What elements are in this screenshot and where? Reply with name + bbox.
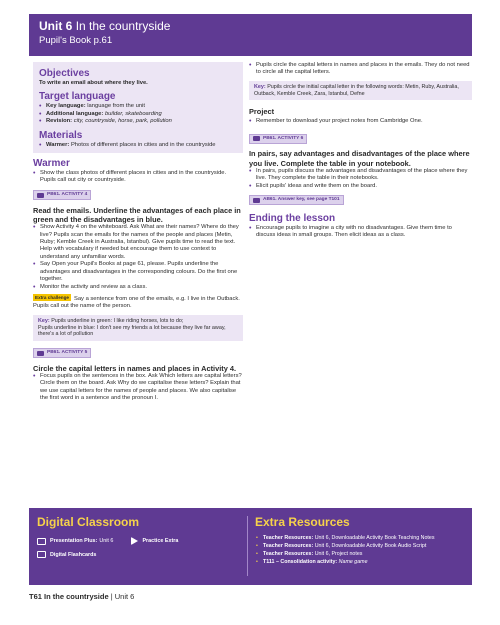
footer-row: [37, 537, 237, 545]
activity-4-list: [33, 224, 243, 291]
list-item: • Remember to download your project notes from Cambridge One.: [249, 118, 472, 125]
book-icon: [253, 136, 260, 141]
digital-flashcards-link[interactable]: Digital Flashcards: [50, 551, 97, 558]
list-item[interactable]: • Teacher Resources: Unit 6, Downloadable Activity Book Audio Script: [255, 542, 467, 550]
page-footer: T61 In the countryside | Unit 6: [29, 592, 135, 601]
activity-6-heading: In pairs, say advantages and disadvantages of the place where you live. Complete the table in your notebook.: [249, 149, 470, 168]
list-item: • Pupils circle the capital letters in names and places in the emails. They do not need to circle all the capital letters.: [249, 62, 472, 77]
activity-6-list: [249, 168, 472, 190]
book-icon: [253, 198, 260, 203]
extra-challenge: Extra challenge Say a sentence from one of the emails, e.g. I live in the Outback. Pupils call out the name of the person.: [33, 294, 240, 310]
right-top-list: [249, 62, 472, 77]
list-item: • Show the class photos of different places in cities and in the countryside. Pupils call out city or countryside.: [33, 170, 243, 185]
presentation-icon: [37, 538, 46, 545]
materials-heading: Materials: [39, 129, 83, 141]
list-item: • Focus pupils on the sentences in the box. Ask Which letters are capital letters? Circle them on the board. Ask Why do we capitalise these letters? Explain that we use capital letters for the names of people and places. We also capitalise the first word in a sentence and the pronoun I.: [33, 373, 243, 403]
list-item: • Key language: language from the unit: [39, 103, 237, 110]
resources-footer: [29, 508, 472, 585]
extra-resources-list: [255, 534, 467, 566]
target-language-list: [39, 103, 237, 125]
objectives-box: [33, 62, 243, 153]
activity-6-tag: PB61. ACTIVITY 6: [249, 134, 307, 144]
left-column: [33, 62, 243, 402]
extra-resources: [255, 515, 467, 566]
list-item[interactable]: • Teacher Resources: Unit 6, Project notes: [255, 550, 467, 558]
presentation-plus-link[interactable]: Presentation Plus: Unit 6: [50, 538, 114, 544]
ending-list: [249, 225, 472, 240]
ending-heading: Ending the lesson: [249, 212, 336, 224]
target-language-heading: Target language: [39, 91, 116, 103]
extra-resources-heading: Extra Resources: [255, 515, 350, 529]
materials-list: [39, 142, 237, 149]
digital-classroom-heading: Digital Classroom: [37, 515, 140, 529]
activity-5-tag: PB61. ACTIVITY 5: [33, 348, 91, 358]
practice-extra-link[interactable]: Practice Extra: [142, 538, 179, 544]
list-item: • Additional language: builder, skateboarding: [39, 111, 237, 118]
project-list: [249, 118, 472, 125]
activity-5-list: [33, 373, 243, 403]
activity-4-heading: Read the emails. Underline the advantages of each place in green and the disadvantages in blue.: [33, 205, 241, 225]
project-heading: Project: [249, 107, 275, 117]
extra-challenge-badge: Extra challenge: [35, 294, 69, 300]
list-item: • In pairs, pupils discuss the advantages and disadvantages of the place where they live. They complete the table in their notebooks.: [249, 168, 472, 183]
unit-title: Unit 6 In the countryside: [39, 19, 171, 33]
list-item: • Show Activity 4 on the whiteboard. Ask What are their names? Where do they live? Pupils scan the emails for the names of the people and places (Metin, Ruby; Kemble Creek in Australia, Istanbul). Give pupils time to read the text. Help with vocabulary if needed but encourage them to use context to understand any unfamiliar words.: [33, 224, 243, 261]
list-item: • Revision: city, countryside, horse, park, pollution: [39, 118, 237, 125]
activity-4-tag: PB61. ACTIVITY 4: [33, 190, 91, 200]
list-item[interactable]: • T111 – Consolidation activity: Name game: [255, 558, 467, 566]
warmer-list: [33, 170, 243, 185]
list-item: • Warmer: Photos of different places in cities and in the countryside: [39, 142, 237, 149]
objectives-heading: Objectives: [39, 68, 90, 79]
list-item: • Say Open your Pupil's Books at page 61, please. Pupils underline the advantages and disadvantages in the corresponding colours. Do the first one together.: [33, 261, 243, 283]
page-header: [29, 14, 472, 56]
list-item: • Elicit pupils' ideas and write them on the board.: [249, 183, 472, 190]
footer-divider: [247, 516, 248, 576]
digital-classroom: [37, 515, 237, 558]
list-item: • Encourage pupils to imagine a city with no disadvantages. Give them time to discuss ideas in small groups. Then elicit ideas as a class.: [249, 225, 472, 240]
play-icon: [131, 537, 138, 545]
objectives-text: To write an email about where they live.: [39, 80, 148, 86]
book-icon: [37, 351, 44, 356]
list-item: • Monitor the activity and review as a class.: [33, 284, 243, 291]
activity-5-key-box: Key: Pupils circle the initial capital letter in the following words: Metin, Ruby, Australia, Outback, Kemble Creek, Zara, Istanbul, Defne: [249, 81, 472, 101]
activity-5-heading: Circle the capital letters in names and places in Activity 4.: [33, 363, 237, 373]
book-icon: [37, 193, 44, 198]
answer-key-tag: AB61. Answer key, see page T101: [249, 195, 344, 205]
book-reference: Pupil's Book p.61: [39, 35, 113, 46]
right-column: [249, 62, 472, 240]
warmer-heading: Warmer: [33, 158, 70, 170]
flashcards-icon: [37, 551, 46, 558]
footer-row: [37, 551, 237, 558]
activity-4-key-box: Key: Pupils underline in green: I like riding horses, lots to do; Pupils underline in blue: I don't see my friends a lot because they live far away, there's a lot of pollution: [33, 315, 243, 341]
list-item[interactable]: • Teacher Resources: Unit 6, Downloadable Activity Book Teaching Notes: [255, 534, 467, 542]
